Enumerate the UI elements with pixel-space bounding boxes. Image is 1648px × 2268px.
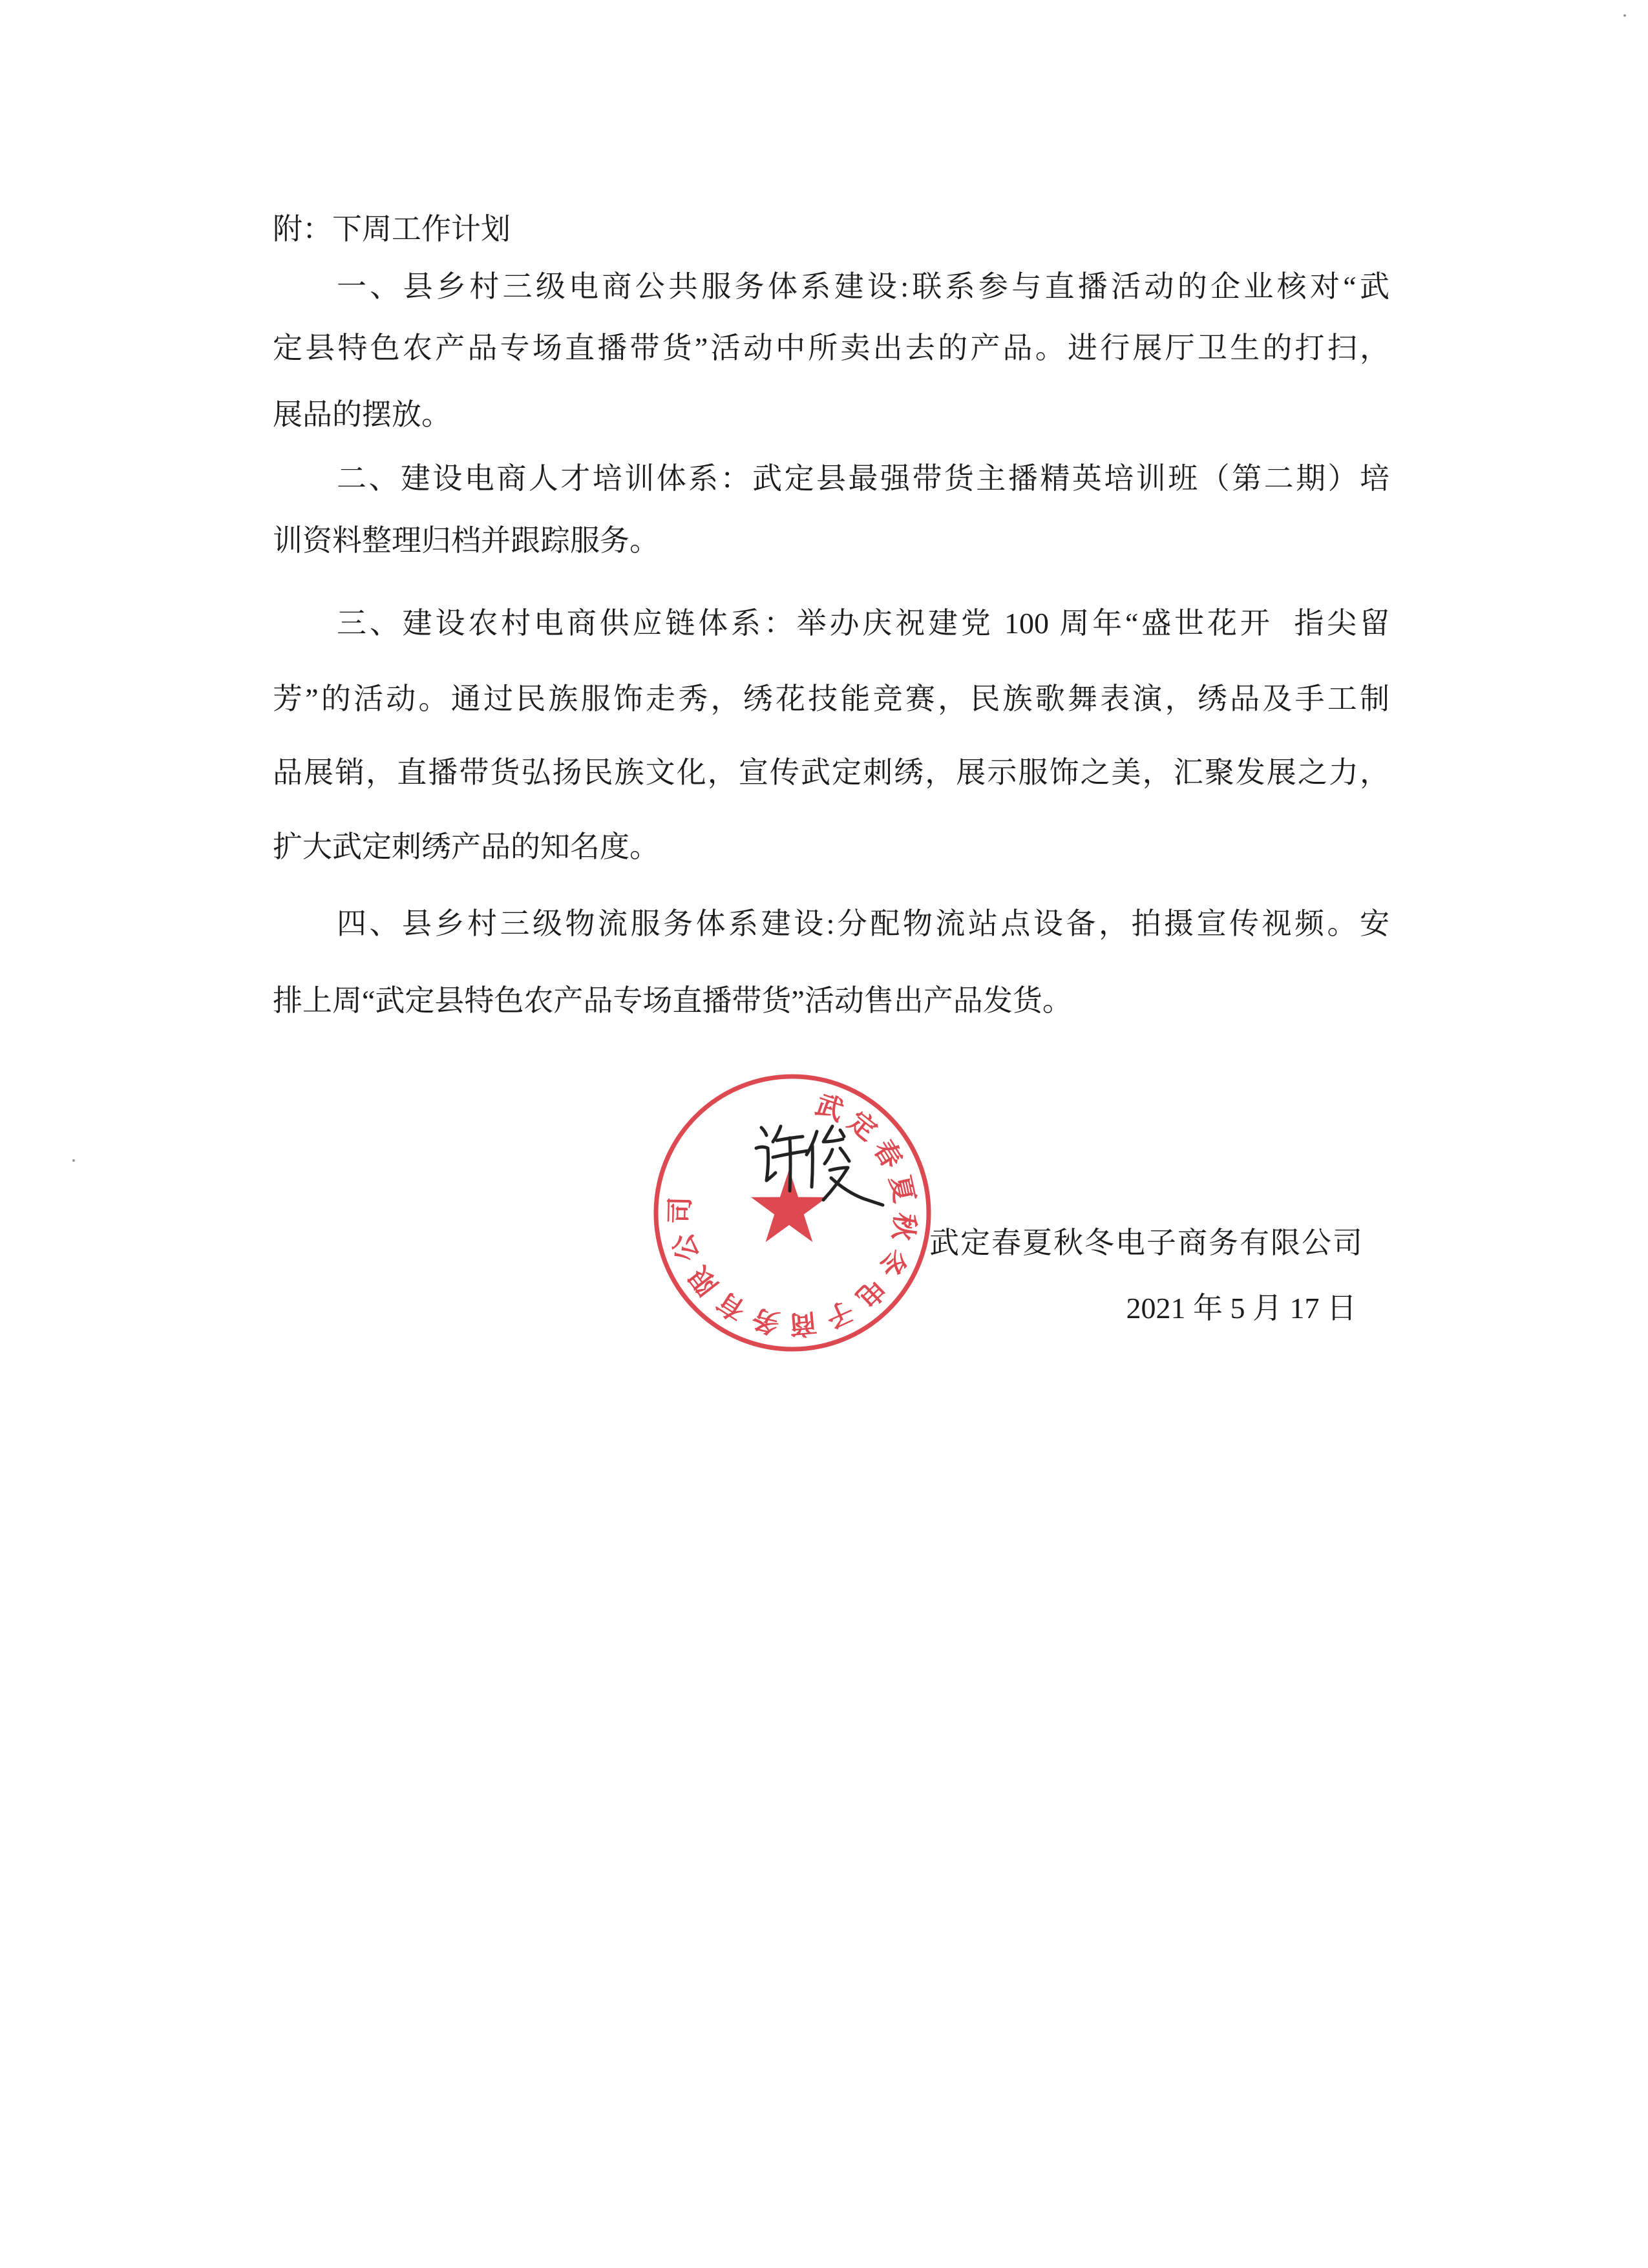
paragraph-3-line-4: 扩大武定刺绣产品的知名度。 <box>273 830 659 863</box>
paragraph-4-line-1: 四、县乡村三级物流服务体系建设:分配物流站点设备，拍摄宣传视频。安 <box>337 907 1389 940</box>
paragraph-3-line-2: 芳”的活动。通过民族服饰走秀，绣花技能竞赛，民族歌舞表演，绣品及手工制 <box>273 682 1389 715</box>
paragraph-1-line-2: 定县特色农产品专场直播带货”活动中所卖出去的产品。进行展厅卫生的打扫， <box>273 331 1389 364</box>
paragraph-1-line-3: 展品的摆放。 <box>273 398 451 431</box>
paragraph-3-line-3: 品展销，直播带货弘扬民族文化，宣传武定刺绣，展示服饰之美，汇聚发展之力， <box>273 756 1389 789</box>
issuing-company: 武定春夏秋冬电子商务有限公司 <box>929 1226 1364 1259</box>
signature-stroke <box>761 1128 766 1135</box>
signature-stroke <box>840 1148 849 1161</box>
signature-stroke <box>756 1147 776 1181</box>
paragraph-4-line-2: 排上周“武定县特色农产品专场直播带货”活动售出产品发货。 <box>273 984 1072 1017</box>
paragraph-1-line-1: 一、县乡村三级电商公共服务体系建设:联系参与直播活动的企业核对“武 <box>337 270 1389 303</box>
signature-stroke <box>825 1150 832 1164</box>
seal-text-arc: 武定春夏秋冬电子商务有限公司 <box>664 1088 922 1341</box>
attachment-title: 附：下周工作计划 <box>273 213 511 246</box>
scan-speck <box>1623 14 1626 17</box>
paragraph-2-line-2: 训资料整理归档并跟踪服务。 <box>273 524 659 557</box>
paragraph-2-line-1: 二、建设电商人才培训体系：武定县最强带货主播精英培训班（第二期）培 <box>337 462 1389 495</box>
signature-stroke <box>840 1130 844 1137</box>
handwritten-signature <box>750 1108 892 1224</box>
paragraph-3-line-1: 三、建设农村电商供应链体系：举办庆祝建党 100 周年“盛世花开 指尖留 <box>337 607 1389 640</box>
issue-date: 2021 年 5 月 17 日 <box>1126 1292 1357 1325</box>
scan-speck <box>72 1159 75 1162</box>
